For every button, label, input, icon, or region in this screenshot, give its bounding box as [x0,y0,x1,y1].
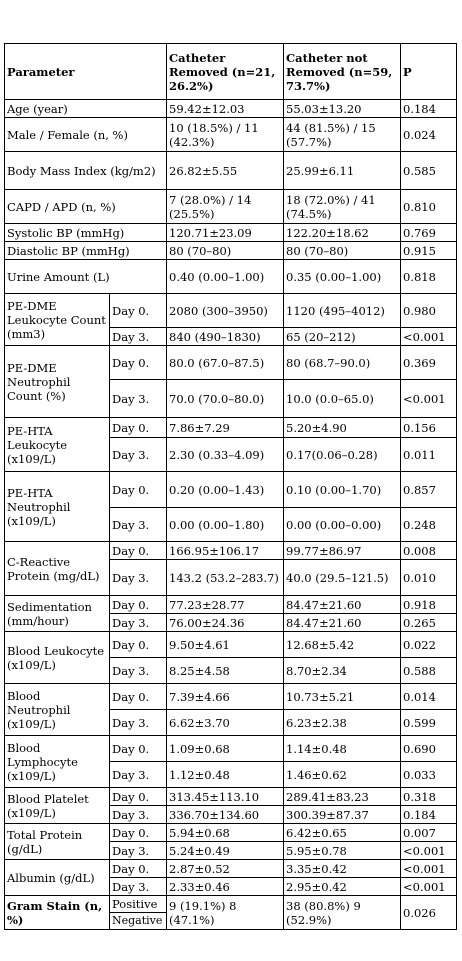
cell-not-removed: 55.03±13.20 [284,100,401,118]
day-label: Day 3. [110,560,167,596]
cell-removed: 80.0 (67.0–87.5) [167,346,284,380]
day-label: Day 3. [110,658,167,684]
cell-not-removed: 38 (80.8%) 9 (52.9%) [284,896,401,930]
row-label: Blood Lymphocyte (x109/L) [5,736,110,788]
cell-removed: 80 (70–80) [167,242,284,260]
table-row [5,418,457,438]
row-label: PE-HTA Leukocyte (x109/L) [5,418,110,472]
gram-positive-label: Positive [110,896,167,913]
row-label: CAPD / APD (n, %) [5,190,167,224]
cell-removed: 8.25±4.58 [167,658,284,684]
table-row [5,788,457,806]
table-row [5,118,457,152]
row-label: Sedimentation (mm/hour) [5,596,110,632]
cell-not-removed: 1.14±0.48 [284,736,401,762]
row-label: PE-HTA Neutrophil (x109/L) [5,472,110,542]
cell-not-removed: 6.42±0.65 [284,824,401,842]
day-label: Day 0. [110,824,167,842]
cell-not-removed: 40.0 (29.5–121.5) [284,560,401,596]
row-label: Male / Female (n, %) [5,118,167,152]
cell-not-removed: 44 (81.5%) / 15 (57.7%) [284,118,401,152]
row-label: Body Mass Index (kg/m2) [5,152,167,190]
cell-p: 0.818 [401,260,457,294]
day-label: Day 3. [110,508,167,542]
cell-p: 0.011 [401,438,457,472]
table-container [4,43,457,930]
cell-removed: 313.45±113.10 [167,788,284,806]
cell-removed: 7.39±4.66 [167,684,284,710]
cell-not-removed: 80 (68.7–90.0) [284,346,401,380]
day-label: Day 3. [110,878,167,896]
cell-removed: 166.95±106.17 [167,542,284,560]
cell-removed: 0.00 (0.00–1.80) [167,508,284,542]
row-label: PE-DME Leukocyte Count (mm3) [5,294,110,346]
cell-p: 0.857 [401,472,457,508]
cell-not-removed: 289.41±83.23 [284,788,401,806]
table-row [5,542,457,560]
day-label: Day 0. [110,736,167,762]
day-label: Day 3. [110,380,167,418]
row-label: Blood Leukocyte (x109/L) [5,632,110,684]
cell-not-removed: 300.39±87.37 [284,806,401,824]
day-label: Day 3. [110,762,167,788]
cell-removed: 2.30 (0.33–4.09) [167,438,284,472]
cell-removed: 2080 (300–3950) [167,294,284,328]
cell-p: <0.001 [401,860,457,878]
cell-removed: 7.86±7.29 [167,418,284,438]
row-label: Albumin (g/dL) [5,860,110,896]
cell-p: 0.010 [401,560,457,596]
header-not-removed: Catheter not Removed (n=59, 73.7%) [284,44,401,100]
table-row [5,632,457,658]
header-row [5,44,457,100]
cell-not-removed: 3.35±0.42 [284,860,401,878]
table-row [5,860,457,878]
day-label: Day 0. [110,346,167,380]
row-label: Blood Platelet (x109/L) [5,788,110,824]
header-removed: Catheter Removed (n=21, 26.2%) [167,44,284,100]
cell-p: 0.022 [401,632,457,658]
cell-p: 0.265 [401,614,457,632]
cell-not-removed: 10.73±5.21 [284,684,401,710]
cell-removed: 70.0 (70.0–80.0) [167,380,284,418]
cell-p: 0.588 [401,658,457,684]
row-label: Gram Stain (n, %) [5,896,110,930]
header-parameter: Parameter [5,44,167,100]
table-row [5,100,457,118]
day-label: Day 3. [110,438,167,472]
table-row [5,260,457,294]
cell-p: 0.014 [401,684,457,710]
table-row [5,736,457,762]
cell-not-removed: 0.10 (0.00–1.70) [284,472,401,508]
cell-p: 0.184 [401,100,457,118]
cell-p: 0.585 [401,152,457,190]
row-label: Systolic BP (mmHg) [5,224,167,242]
cell-p: 0.318 [401,788,457,806]
cell-not-removed: 0.17(0.06–0.28) [284,438,401,472]
cell-removed: 5.94±0.68 [167,824,284,842]
cell-removed: 2.87±0.52 [167,860,284,878]
cell-not-removed: 0.35 (0.00–1.00) [284,260,401,294]
row-label: PE-DME Neutrophil Count (%) [5,346,110,418]
day-label: Day 0. [110,472,167,508]
day-label: Day 0. [110,418,167,438]
row-label: Total Protein (g/dL) [5,824,110,860]
cell-not-removed: 10.0 (0.0–65.0) [284,380,401,418]
cell-not-removed: 8.70±2.34 [284,658,401,684]
cell-removed: 336.70±134.60 [167,806,284,824]
row-label: Urine Amount (L) [5,260,167,294]
table-row [5,596,457,614]
table-row [5,242,457,260]
cell-removed: 2.33±0.46 [167,878,284,896]
cell-p: <0.001 [401,380,457,418]
cell-p: 0.024 [401,118,457,152]
cell-removed: 6.62±3.70 [167,710,284,736]
table-row [5,896,457,913]
cell-p: 0.918 [401,596,457,614]
gram-negative-label: Negative [110,913,167,930]
cell-removed: 1.12±0.48 [167,762,284,788]
day-label: Day 0. [110,684,167,710]
cell-p: 0.810 [401,190,457,224]
cell-not-removed: 80 (70–80) [284,242,401,260]
cell-removed: 76.00±24.36 [167,614,284,632]
table-row [5,684,457,710]
cell-removed: 77.23±28.77 [167,596,284,614]
table-row [5,152,457,190]
cell-removed: 10 (18.5%) / 11 (42.3%) [167,118,284,152]
cell-not-removed: 18 (72.0%) / 41 (74.5%) [284,190,401,224]
row-label: Diastolic BP (mmHg) [5,242,167,260]
day-label: Day 0. [110,860,167,878]
day-label: Day 3. [110,614,167,632]
row-label: C-Reactive Protein (mg/dL) [5,542,110,596]
cell-p: 0.026 [401,896,457,930]
results-table [4,43,457,930]
cell-removed: 9 (19.1%) 8 (47.1%) [167,896,284,930]
cell-p: <0.001 [401,878,457,896]
cell-not-removed: 84.47±21.60 [284,614,401,632]
cell-p: 0.008 [401,542,457,560]
day-label: Day 0. [110,542,167,560]
cell-not-removed: 6.23±2.38 [284,710,401,736]
header-p: P [401,44,457,100]
cell-removed: 0.40 (0.00–1.00) [167,260,284,294]
cell-p: 0.369 [401,346,457,380]
cell-not-removed: 25.99±6.11 [284,152,401,190]
cell-not-removed: 2.95±0.42 [284,878,401,896]
cell-p: 0.915 [401,242,457,260]
cell-not-removed: 122.20±18.62 [284,224,401,242]
day-label: Day 3. [110,328,167,346]
table-row [5,346,457,380]
day-label: Day 3. [110,806,167,824]
cell-removed: 5.24±0.49 [167,842,284,860]
table-row [5,472,457,508]
cell-p: 0.980 [401,294,457,328]
cell-removed: 7 (28.0%) / 14 (25.5%) [167,190,284,224]
day-label: Day 0. [110,596,167,614]
row-label: Age (year) [5,100,167,118]
cell-not-removed: 99.77±86.97 [284,542,401,560]
table-row [5,824,457,842]
table-row [5,190,457,224]
cell-not-removed: 1.46±0.62 [284,762,401,788]
cell-p: 0.156 [401,418,457,438]
cell-removed: 9.50±4.61 [167,632,284,658]
cell-removed: 143.2 (53.2–283.7) [167,560,284,596]
cell-p: 0.248 [401,508,457,542]
day-label: Day 0. [110,788,167,806]
day-label: Day 3. [110,842,167,860]
cell-p: <0.001 [401,328,457,346]
cell-not-removed: 5.95±0.78 [284,842,401,860]
cell-removed: 1.09±0.68 [167,736,284,762]
day-label: Day 3. [110,710,167,736]
cell-p: 0.599 [401,710,457,736]
cell-removed: 840 (490–1830) [167,328,284,346]
cell-not-removed: 5.20±4.90 [284,418,401,438]
cell-p: 0.033 [401,762,457,788]
cell-not-removed: 0.00 (0.00–0.00) [284,508,401,542]
day-label: Day 0. [110,632,167,658]
cell-not-removed: 84.47±21.60 [284,596,401,614]
cell-not-removed: 65 (20–212) [284,328,401,346]
row-label: Blood Neutrophil (x109/L) [5,684,110,736]
cell-not-removed: 1120 (495–4012) [284,294,401,328]
cell-removed: 59.42±12.03 [167,100,284,118]
cell-p: 0.007 [401,824,457,842]
cell-removed: 120.71±23.09 [167,224,284,242]
cell-p: <0.001 [401,842,457,860]
cell-p: 0.184 [401,806,457,824]
table-row [5,294,457,328]
table-row [5,224,457,242]
cell-removed: 26.82±5.55 [167,152,284,190]
cell-removed: 0.20 (0.00–1.43) [167,472,284,508]
cell-p: 0.769 [401,224,457,242]
day-label: Day 0. [110,294,167,328]
cell-p: 0.690 [401,736,457,762]
cell-not-removed: 12.68±5.42 [284,632,401,658]
